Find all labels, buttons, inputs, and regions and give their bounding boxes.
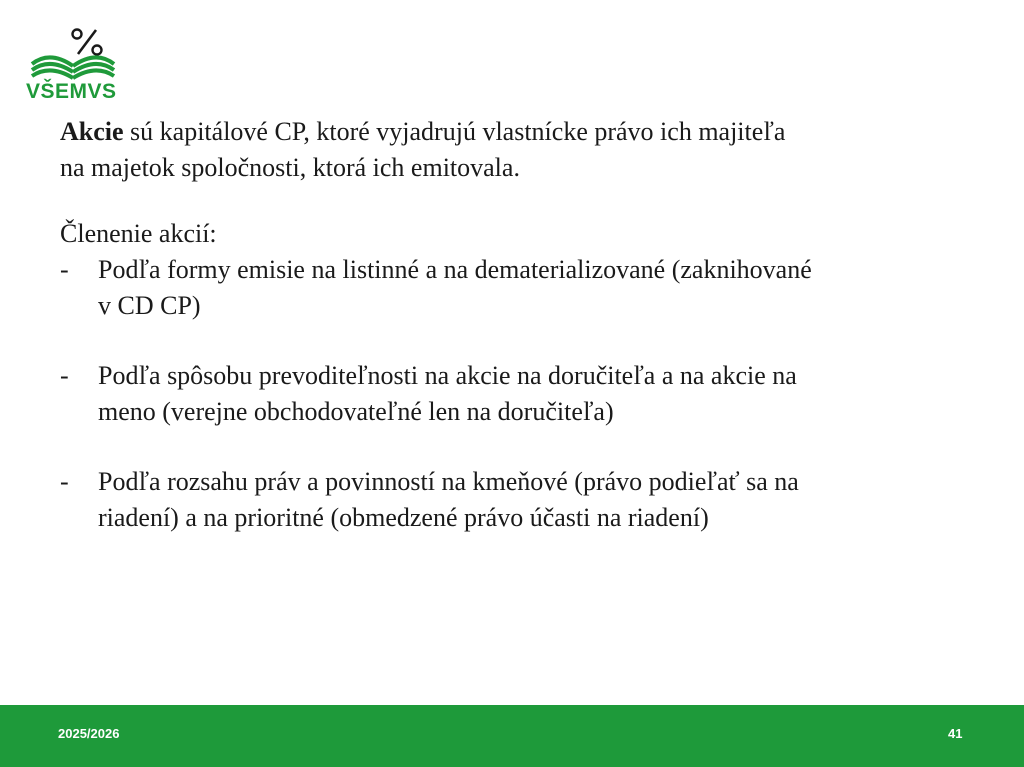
open-book-percent-icon — [26, 24, 122, 82]
list-item-line-2: v CD CP) — [98, 291, 201, 320]
list-item-line-2: meno (verejne obchodovateľné len na doručiteľa) — [98, 397, 614, 426]
list-item-line-2: riadení) a na prioritné (obmedzené právo účasti na riadení) — [98, 503, 709, 532]
footer-year: 2025/2026 — [58, 726, 120, 741]
intro-term: Akcie — [60, 117, 124, 146]
list-item-line-1: Podľa formy emisie na listinné a na dematerializované (zaknihované — [98, 255, 812, 284]
footer-bar — [0, 705, 1024, 767]
list-item-line-1: Podľa rozsahu práv a povinností na kmeňové (právo podieľať sa na — [98, 467, 799, 496]
slide-content — [60, 114, 980, 536]
list-item — [60, 358, 980, 430]
vsem-logo — [26, 24, 122, 104]
list-item — [60, 464, 980, 536]
bullet-dash: - — [60, 361, 69, 390]
intro-line-1: sú kapitálové CP, ktoré vyjadrujú vlastnícke právo ich majiteľa — [123, 117, 786, 146]
intro-paragraph — [60, 114, 980, 186]
list-item-line-1: Podľa spôsobu prevoditeľnosti na akcie na doručiteľa a na akcie na — [98, 361, 797, 390]
logo-wordmark: VŠEMVS — [26, 80, 117, 103]
bullet-dash: - — [60, 255, 69, 284]
page-number: 41 — [948, 726, 963, 741]
intro-line-2: na majetok spoločnosti, ktorá ich emitovala. — [60, 153, 520, 182]
bullet-dash: - — [60, 467, 69, 496]
list-item — [60, 252, 980, 324]
section-heading: Členenie akcií: — [60, 219, 217, 248]
bullet-list — [60, 252, 980, 536]
